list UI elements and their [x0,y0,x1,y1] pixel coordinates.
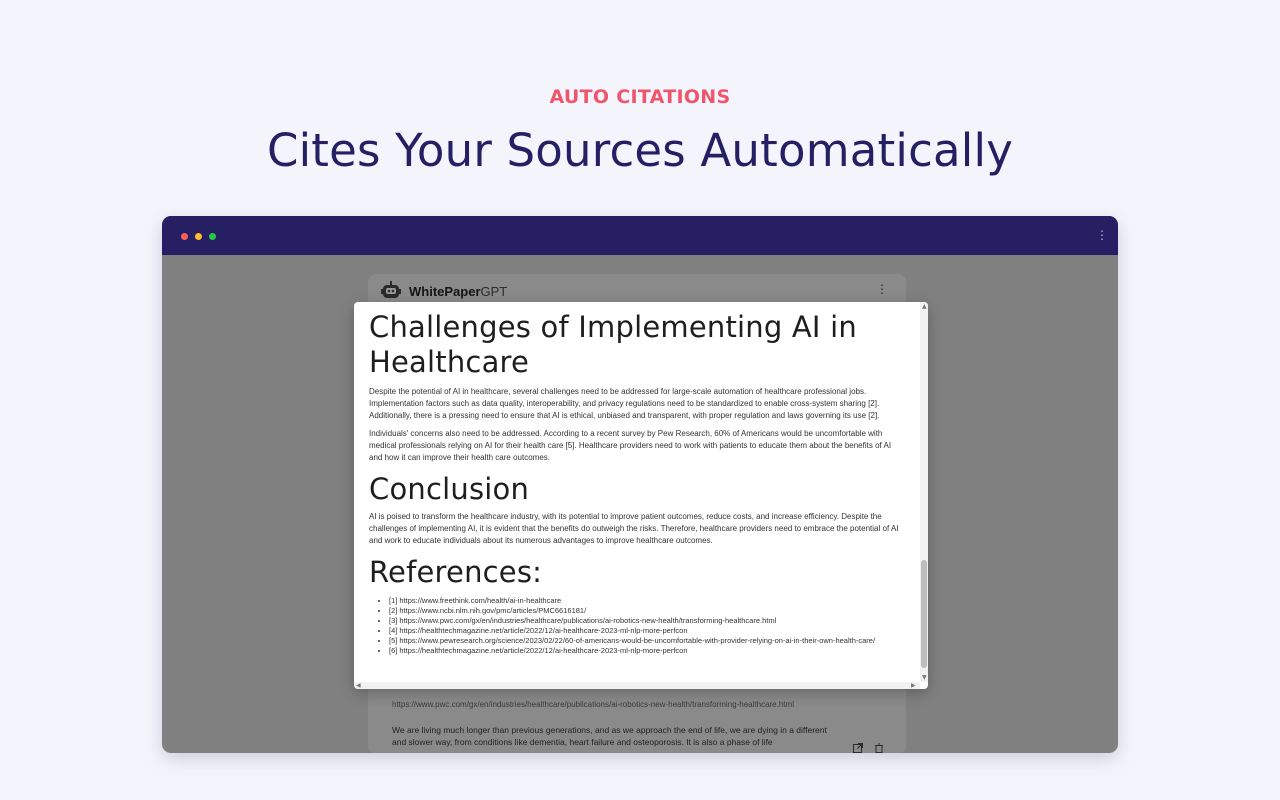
scroll-left-arrow-icon[interactable]: ◀ [356,682,361,689]
minimize-dot-icon [195,233,202,240]
brand-main: WhitePaper [409,284,481,299]
kebab-icon[interactable]: ⋮ [1096,228,1108,242]
citation-preview-modal [354,302,928,689]
reference-item: • [6] https://healthtechmagazine.net/article/2022/12/ai-healthcare-2023-ml-nlp-more-perfcon [389,646,905,656]
challenges-paragraph-1: Despite the potential of AI in healthcare, several challenges need to be addressed for large-scale automation of healthcare professional jobs. Implementation factors such as data quality, interoperability, and privacy regulations need to be standardized to enable cross-system sharing [2]. Additionally, there is a pressing need to ensure that AI is ethical, unbiased and transparent, with proper regulation and laws governing its use [2]. [369,387,880,420]
reference-item: • [5] https://www.pewresearch.org/science/2023/02/22/60-of-americans-would-be-uncomfortable-with-provider-relying-on-ai-in-their-own-health-care/ [389,636,905,646]
reference-item: • [2] https://www.ncbi.nlm.nih.gov/pmc/articles/PMC6616181/ [389,606,905,616]
references-heading: References: [369,555,543,589]
conclusion-paragraph: AI is poised to transform the healthcare industry, with its potential to improve patient outcomes, reduce costs, and increase efficiency. Despite the challenges of implementing AI, it is evident that the benefits do outweigh the risks. Therefore, healthcare providers need to embrace the potential of AI and work to educate individuals about its numerous advantages to improve healthcare outcomes. [369,512,899,545]
section-headline: Cites Your Sources Automatically [266,124,1014,177]
scroll-down-arrow-icon[interactable]: ▼ [922,674,927,681]
reference-item: • [3] https://www.pwc.com/gx/en/industries/healthcare/publications/ai-robotics-new-health/transforming-healthcare.html [389,616,905,626]
browser-titlebar [162,216,1118,255]
scrollbar-thumb[interactable] [921,560,927,668]
brand-name [409,284,507,299]
challenges-heading: Challenges of Implementing AI in Healthcare [369,310,857,379]
horizontal-scrollbar[interactable] [354,682,920,689]
conclusion-heading: Conclusion [369,472,530,506]
references-list [389,596,905,656]
modal-content [369,310,905,656]
challenges-paragraph-2: Individuals' concerns also need to be addressed. According to a recent survey by Pew Research, 60% of Americans would be uncomfortable with medical professionals relying on AI for their health care [5]. Healthcare providers need to work with patients to educate them about the benefits of AI and how it can improve their health care outcomes. [369,429,892,462]
robot-logo-icon [380,280,402,302]
background-body-text: We are living much longer than previous generations, and as we approach the end of life, we are dying in a different and slower way, from conditions like dementia, heart failure and osteoporosis. It is also a phase of life [392,725,827,747]
reference-item: • [4] https://healthtechmagazine.net/article/2022/12/ai-healthcare-2023-ml-nlp-more-perfcon [389,626,905,636]
close-dot-icon [181,233,188,240]
background-url-line: https://www.pwc.com/gx/en/industries/healthcare/publications/ai-robotics-new-health/transforming-healthcare.html [392,700,794,709]
section-eyebrow: AUTO CITATIONS [549,86,731,108]
scroll-up-arrow-icon[interactable]: ▲ [922,303,927,310]
maximize-dot-icon [209,233,216,240]
brand-suffix: GPT [480,284,508,299]
vertical-scrollbar[interactable] [920,302,928,682]
external-link-icon[interactable] [852,742,864,753]
scroll-right-arrow-icon[interactable]: ▶ [911,682,916,689]
trash-icon[interactable] [873,742,885,753]
app-menu-kebab-icon[interactable]: ⋮ [876,282,888,296]
reference-item: • [1] https://www.freethink.com/health/ai-in-healthcare [389,596,905,606]
